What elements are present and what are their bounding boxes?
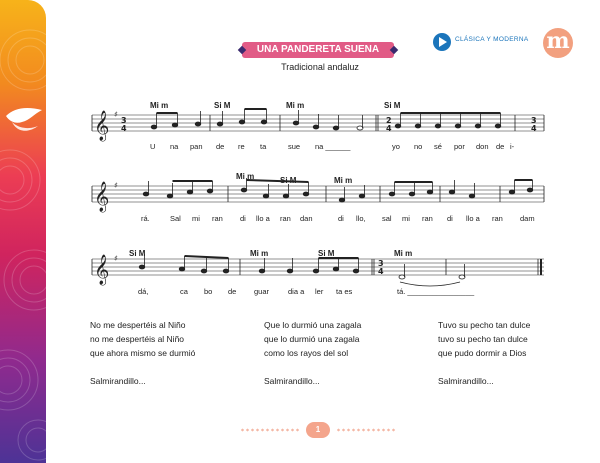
lyric-syllable: rá.	[141, 214, 150, 223]
time-signature: 2	[386, 116, 392, 125]
lyric-syllable: pan	[190, 142, 203, 151]
lyric-syllable: bo	[204, 287, 213, 296]
verse-line: Tuvo su pecho tan dulce	[438, 320, 531, 330]
lyric-syllable: na	[170, 142, 179, 151]
lyric-syllable: llo,	[356, 214, 366, 223]
lyric-syllable: tá. ________________	[397, 287, 475, 296]
lyric-syllable: dan	[300, 214, 313, 223]
lyric-syllable: dá,	[138, 287, 149, 296]
lyric-syllable: di	[338, 214, 344, 223]
lyric-syllable: re	[238, 142, 245, 151]
verse-line: que pudo dormir a Dios	[438, 348, 527, 358]
lyric-syllable: de	[496, 142, 505, 151]
time-signature: 3	[378, 259, 384, 268]
lyric-syllable: di	[447, 214, 453, 223]
treble-clef-icon: 𝄞	[94, 111, 110, 141]
time-signature: 4	[121, 124, 127, 133]
lyric-syllable: llo a	[256, 214, 270, 223]
lyric-syllable: sal	[382, 214, 392, 223]
lyric-syllable: ta	[260, 142, 267, 151]
lyric-syllable: don	[476, 142, 489, 151]
verse-line: que lo durmió una zagala	[264, 334, 360, 344]
decorative-dots	[336, 428, 396, 432]
verse-line: No me despertéis al Niño	[90, 320, 186, 330]
lyric-syllable: sé	[434, 142, 442, 151]
treble-clef-icon: 𝄞	[94, 182, 110, 212]
verse-refrain: Salmirandillo...	[264, 376, 320, 386]
lyric-syllable: ran	[492, 214, 503, 223]
time-signature: 4	[531, 124, 537, 133]
decorative-dots	[240, 428, 300, 432]
lyric-syllable: i-	[510, 142, 515, 151]
lyric-syllable: no	[414, 142, 423, 151]
chord-label: Si M	[318, 249, 335, 258]
lyric-syllable: ca	[180, 287, 188, 296]
key-signature: ♯	[114, 110, 118, 119]
publisher-logo-text: CLÁSICA Y MODERNA	[455, 36, 529, 43]
chord-label: Mi m	[286, 101, 305, 110]
lyric-syllable: de	[216, 142, 225, 151]
verse-refrain: Salmirandillo...	[438, 376, 494, 386]
lyric-syllable: llo a	[466, 214, 480, 223]
lyric-syllable: yo	[392, 142, 400, 151]
time-signature: 3	[121, 116, 127, 125]
time-signature: 4	[378, 267, 384, 276]
lyric-syllable: na ______	[315, 142, 351, 151]
lyric-syllable: Sal	[170, 214, 181, 223]
time-signature: 3	[531, 116, 537, 125]
chord-label: Mi m	[236, 172, 255, 181]
lyric-syllable: mi	[192, 214, 200, 223]
chord-label: Mi m	[334, 176, 353, 185]
verse-line: como los rayos del sol	[264, 348, 349, 358]
verse-1	[90, 318, 195, 388]
song-subtitle: Tradicional andaluz	[281, 62, 359, 72]
key-signature: ♯	[114, 254, 118, 263]
lyric-syllable: di	[240, 214, 246, 223]
song-title: UNA PANDERETA SUENA	[242, 42, 394, 58]
verse-line: no me despertéis al Niño	[90, 334, 185, 344]
chord-label: Si M	[384, 101, 401, 110]
page-number: 1	[306, 422, 330, 438]
lyric-syllable: mi	[402, 214, 410, 223]
chord-label: Si M	[214, 101, 231, 110]
verse-2	[264, 318, 361, 388]
chord-label: Si M	[280, 176, 297, 185]
lyric-syllable: por	[454, 142, 465, 151]
verse-line: Que lo durmió una zagala	[264, 320, 362, 330]
lyric-syllable: ta es	[336, 287, 353, 296]
chord-label: Si M	[129, 249, 146, 258]
chord-label: Mi m	[394, 249, 413, 258]
verse-3	[438, 318, 530, 388]
chord-label: Mi m	[150, 101, 169, 110]
verse-line: tuvo su pecho tan dulce	[438, 334, 528, 344]
lyric-syllable: ran	[280, 214, 291, 223]
lyric-syllable: sue	[288, 142, 301, 151]
lyric-syllable: ran	[212, 214, 223, 223]
lyric-syllable: dia a	[288, 287, 305, 296]
lyric-syllable: guar	[254, 287, 270, 296]
time-signature: 4	[386, 124, 392, 133]
lyric-syllable: ler	[315, 287, 324, 296]
treble-clef-icon: 𝄞	[94, 255, 110, 285]
notes	[139, 109, 533, 286]
chord-label: Mi m	[250, 249, 269, 258]
lyric-syllable: U	[150, 142, 156, 151]
lyric-syllable: de	[228, 287, 237, 296]
key-signature: ♯	[114, 181, 118, 190]
verse-refrain: Salmirandillo...	[90, 376, 146, 386]
lyric-syllable: dam	[520, 214, 535, 223]
verse-line: que ahora mismo se durmió	[90, 348, 196, 358]
m-logo-icon: m	[543, 28, 573, 58]
lyric-syllable: ran	[422, 214, 433, 223]
